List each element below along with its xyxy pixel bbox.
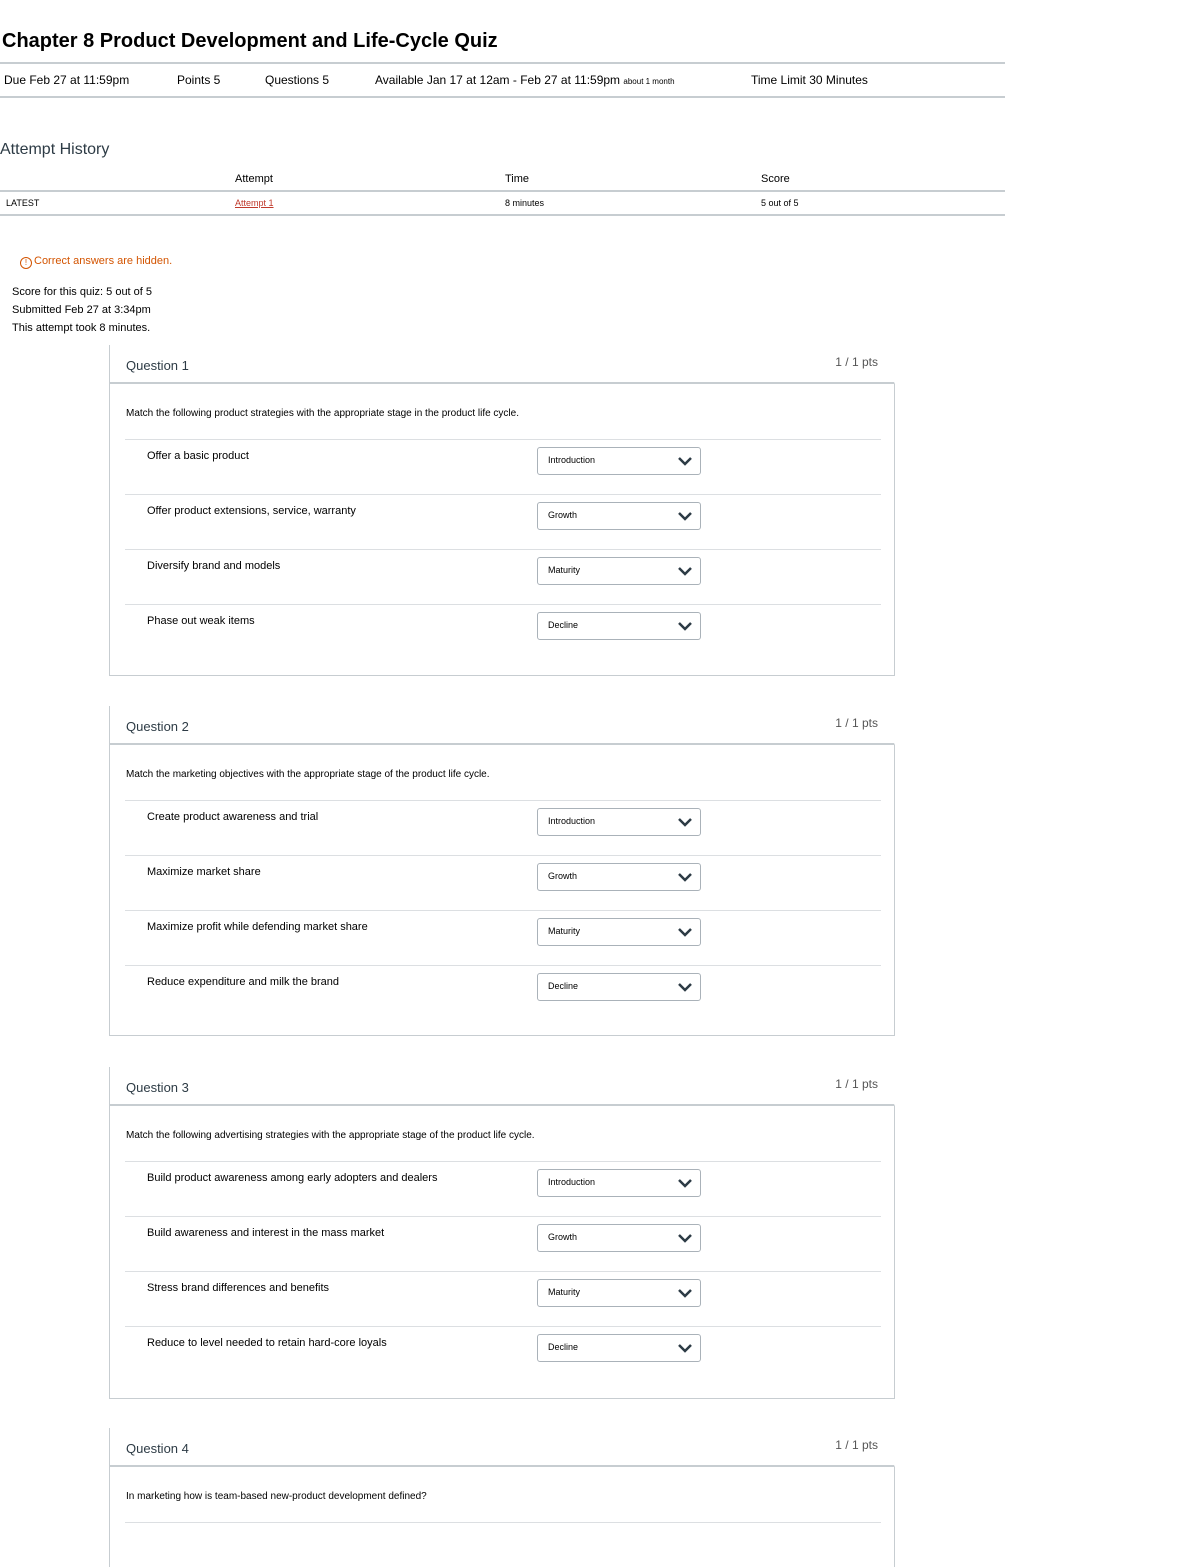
question-text: Match the following product strategies with the appropriate stage in the product life cycle. [126, 408, 519, 419]
select-value: Maturity [548, 1287, 581, 1297]
match-row [125, 494, 881, 550]
match-label: Reduce to level needed to retain hard-core loyals [147, 1337, 387, 1349]
question-3 [109, 1067, 895, 1399]
availability [375, 73, 675, 87]
select-value: Introduction [548, 816, 596, 826]
page-title: Chapter 8 Product Development and Life-Cycle Quiz [2, 30, 498, 52]
select-value: Decline [548, 1342, 579, 1352]
question-title: Question 2 [126, 719, 189, 734]
select-value: Maturity [548, 926, 581, 936]
match-label: Stress brand differences and benefits [147, 1282, 330, 1294]
chevron-down-icon [678, 817, 692, 827]
chevron-down-icon [678, 1178, 692, 1188]
chevron-down-icon [678, 1288, 692, 1298]
latest-label: LATEST [6, 198, 40, 208]
match-select[interactable] [537, 973, 701, 1001]
match-label: Offer product extensions, service, warranty [147, 505, 356, 517]
questions-count: Questions 5 [265, 73, 330, 87]
chevron-down-icon [678, 1343, 692, 1353]
chevron-down-icon [678, 621, 692, 631]
attempt-link[interactable]: Attempt 1 [235, 198, 274, 208]
question-title: Question 3 [126, 1080, 189, 1095]
match-row [125, 1161, 881, 1217]
match-row [125, 1326, 881, 1382]
select-value: Growth [548, 510, 578, 520]
match-select[interactable] [537, 557, 701, 585]
availability-dates: Available Jan 17 at 12am - Feb 27 at 11:59pm [375, 73, 621, 87]
chevron-down-icon [678, 1233, 692, 1243]
attempt-history-table [0, 170, 1005, 216]
select-value: Growth [548, 1232, 578, 1242]
question-title: Question 1 [126, 358, 189, 373]
history-col-score: Score [761, 173, 790, 185]
chevron-down-icon [678, 927, 692, 937]
question-points: 1 / 1 pts [835, 1438, 878, 1452]
match-label: Create product awareness and trial [147, 811, 319, 823]
match-row [125, 855, 881, 911]
match-select[interactable] [537, 1334, 701, 1362]
question-text: Match the marketing objectives with the appropriate stage of the product life cycle. [126, 769, 490, 780]
match-label: Diversify brand and models [147, 560, 281, 572]
match-row [125, 1216, 881, 1272]
match-row [125, 800, 881, 856]
quiz-summary [12, 283, 152, 337]
match-label: Maximize market share [147, 866, 261, 878]
question-4 [109, 1428, 895, 1567]
match-row [125, 604, 881, 660]
question-points: 1 / 1 pts [835, 1077, 878, 1091]
match-label: Build awareness and interest in the mass market [147, 1227, 385, 1239]
question-body [109, 1106, 895, 1399]
warning-icon: ! [20, 257, 32, 269]
match-select[interactable] [537, 1169, 701, 1197]
due-date: Due Feb 27 at 11:59pm [4, 73, 130, 87]
question-title: Question 4 [126, 1441, 189, 1456]
match-row [125, 549, 881, 605]
question-header [109, 1428, 895, 1467]
question-points: 1 / 1 pts [835, 716, 878, 730]
match-label: Maximize profit while defending market share [147, 921, 368, 933]
match-row [125, 965, 881, 1021]
hidden-answers-notice [20, 255, 172, 269]
select-value: Maturity [548, 565, 581, 575]
chevron-down-icon [678, 982, 692, 992]
match-row [125, 439, 881, 495]
history-header-row [0, 170, 1005, 192]
chevron-down-icon [678, 872, 692, 882]
answer-divider [125, 1522, 881, 1553]
submitted-line: Submitted Feb 27 at 3:34pm [12, 304, 151, 316]
match-label: Reduce expenditure and milk the brand [147, 976, 340, 988]
match-row [125, 1271, 881, 1327]
history-col-attempt: Attempt [235, 173, 273, 185]
history-col-time: Time [505, 173, 530, 185]
score-line: Score for this quiz: 5 out of 5 [12, 286, 153, 298]
availability-note: about 1 month [623, 77, 675, 86]
chevron-down-icon [678, 511, 692, 521]
points-total: Points 5 [177, 73, 221, 87]
question-body [109, 384, 895, 676]
attempt-history-title: Attempt History [0, 141, 110, 158]
notice-text: Correct answers are hidden. [34, 255, 173, 267]
chevron-down-icon [678, 456, 692, 466]
select-value: Introduction [548, 455, 596, 465]
attempt-score: 5 out of 5 [761, 198, 799, 208]
question-2 [109, 706, 895, 1036]
match-select[interactable] [537, 612, 701, 640]
select-value: Decline [548, 981, 579, 991]
chevron-down-icon [678, 566, 692, 576]
match-select[interactable] [537, 447, 701, 475]
select-value: Decline [548, 620, 579, 630]
match-label: Phase out weak items [147, 615, 255, 627]
duration-line: This attempt took 8 minutes. [12, 322, 151, 334]
question-header [109, 706, 895, 745]
question-body [109, 1467, 895, 1567]
time-limit: Time Limit 30 Minutes [751, 73, 868, 87]
question-header [109, 1067, 895, 1106]
question-text: Match the following advertising strategies with the appropriate stage of the product life cycle. [126, 1130, 535, 1141]
match-select[interactable] [537, 502, 701, 530]
match-select[interactable] [537, 1224, 701, 1252]
history-row [0, 192, 1005, 216]
match-select[interactable] [537, 1279, 701, 1307]
match-select[interactable] [537, 918, 701, 946]
question-1 [109, 345, 895, 676]
select-value: Introduction [548, 1177, 596, 1187]
question-text: In marketing how is team-based new-product development defined? [126, 1491, 427, 1502]
match-label: Build product awareness among early adopters and dealers [147, 1172, 438, 1184]
quiz-meta-bar [0, 62, 1005, 98]
question-points: 1 / 1 pts [835, 355, 878, 369]
match-row [125, 910, 881, 966]
question-body [109, 745, 895, 1036]
question-header [109, 345, 895, 384]
match-label: Offer a basic product [147, 450, 249, 462]
match-select[interactable] [537, 808, 701, 836]
select-value: Growth [548, 871, 578, 881]
attempt-time: 8 minutes [505, 198, 545, 208]
match-select[interactable] [537, 863, 701, 891]
